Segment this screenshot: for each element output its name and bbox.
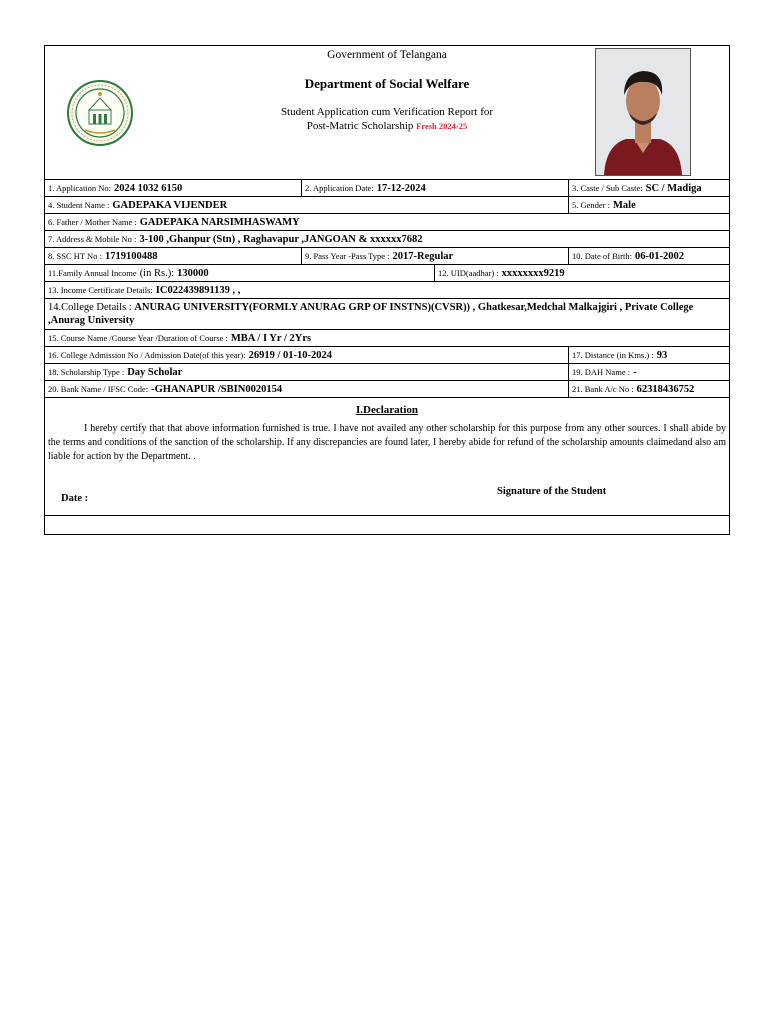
declaration-text: I hereby certify that that above information furnished is true. I have not availed any other scholarship for this purpose from any other sources. I shall abide by the terms and conditions of the sanction of the scholarship. If any discrepancies are found later, I hereby abide for refund of the scholarship amounts claimedand also am liable for action by the Department. . [48, 423, 726, 462]
form-footer [45, 516, 729, 534]
course-cell [45, 330, 729, 346]
row-bank [45, 381, 729, 398]
application-no-cell [45, 180, 301, 196]
pass-year-cell [301, 248, 568, 264]
dob-value: 06-01-2002 [634, 250, 684, 262]
row-college [45, 299, 729, 330]
ssc-ht-label: 8. SSC HT No : [48, 250, 102, 261]
bank-ac-cell [568, 381, 729, 397]
address-label: 7. Address & Mobile No : [48, 233, 137, 244]
bank-ac-value: 62318436752 [636, 383, 695, 395]
declaration-section [45, 398, 729, 516]
income-cell [45, 265, 434, 281]
ssc-ht-cell [45, 248, 301, 264]
row-ssc [45, 248, 729, 265]
dob-label: 10. Date of Birth: [572, 250, 632, 261]
caste-label: 3. Caste / Sub Caste: [572, 182, 643, 193]
parent-name-value: GADEPAKA NARSIMHASWAMY [139, 216, 300, 228]
income-cert-cell [45, 282, 729, 298]
bank-name-label: 20. Bank Name / IFSC Code: [48, 383, 149, 394]
gender-cell [568, 197, 729, 213]
uid-label: 12. UID(aadhar) : [438, 267, 499, 278]
student-name-cell [45, 197, 568, 213]
college-cell [45, 299, 729, 329]
income-label: 11.Family Annual Income [48, 267, 137, 278]
dah-name-value: - [633, 366, 637, 378]
dah-name-label: 19. DAH Name : [572, 366, 631, 377]
report-header [45, 46, 729, 180]
scholarship-name: Post-Matric Scholarship [306, 120, 414, 132]
parent-name-label: 6. Father / Mother Name : [48, 216, 137, 227]
caste-value: SC / Madiga [645, 182, 702, 194]
report-title-line1: Student Application cum Verification Report for [280, 106, 494, 118]
student-name-value: GADEPAKA VIJENDER [112, 199, 228, 211]
bank-name-cell [45, 381, 568, 397]
parent-name-cell [45, 214, 729, 230]
application-report-form [44, 45, 730, 535]
government-title: Government of Telangana [327, 49, 447, 61]
scholarship-type-cell [45, 364, 568, 380]
row-income-cert [45, 282, 729, 299]
distance-label: 17. Distance (in Kms.) : [572, 349, 654, 360]
college-value: ANURAG UNIVERSITY(FORMLY ANURAG GRP OF INSTNS)(CVSR)) , Ghatkesar,Medchal Malkajgiri , Private College ,Anurag University [48, 302, 694, 326]
scholarship-type-value: Day Scholar [127, 366, 183, 378]
income-cert-label: 13. Income Certificate Details: [48, 284, 153, 295]
distance-cell [568, 347, 729, 363]
row-scholarship-type [45, 364, 729, 381]
student-photo-image [596, 49, 690, 175]
uid-cell [434, 265, 729, 281]
student-photo [595, 48, 691, 176]
address-value: 3-100 ,Ghanpur (Stn) , Raghavapur ,JANGOAN & xxxxxx7682 [139, 233, 423, 245]
bank-ac-label: 21. Bank A/c No : [572, 383, 634, 394]
declaration-title: I.Declaration [355, 404, 418, 416]
address-cell [45, 231, 729, 247]
application-no-label: 1. Application No: [48, 182, 112, 193]
scholarship-type-label: 18. Scholarship Type : [48, 366, 125, 377]
pass-year-label: 9. Pass Year -Pass Type : [305, 250, 390, 261]
gender-value: Male [613, 199, 636, 211]
row-parent-name [45, 214, 729, 231]
course-value: MBA / I Yr / 2Yrs [230, 332, 312, 344]
row-course [45, 330, 729, 347]
admission-label: 16. College Admission No / Admission Date(of this year): [48, 349, 246, 360]
application-date-cell [301, 180, 568, 196]
dah-name-cell [568, 364, 729, 380]
row-income [45, 265, 729, 282]
date-label: Date : [61, 493, 89, 504]
fresh-tag: Fresh 2024-25 [416, 121, 468, 131]
signature-label: Signature of the Student [497, 486, 607, 497]
admission-value: 26919 / 01-10-2024 [248, 349, 333, 361]
caste-cell [568, 180, 729, 196]
pass-year-value: 2017-Regular [392, 250, 454, 262]
department-title: Department of Social Welfare [304, 76, 470, 91]
application-date-value: 17-12-2024 [376, 182, 426, 194]
row-admission [45, 347, 729, 364]
row-address [45, 231, 729, 248]
course-label: 15. Course Name /Course Year /Duration of Course : [48, 332, 228, 343]
ssc-ht-value: 1719100488 [104, 250, 158, 262]
college-label: 14.College Details : [48, 302, 132, 313]
gender-label: 5. Gender : [572, 199, 611, 210]
row-application [45, 180, 729, 197]
admission-cell [45, 347, 568, 363]
income-cert-value: IC022439891139 , , [155, 284, 241, 296]
bank-name-value: -GHANAPUR /SBIN0020154 [151, 383, 283, 395]
application-no-value: 2024 1032 6150 [114, 182, 183, 194]
application-date-label: 2. Application Date: [305, 182, 374, 193]
income-label-rs: (in Rs.): [139, 267, 175, 279]
income-value: 130000 [177, 267, 209, 279]
uid-value: xxxxxxxx9219 [501, 267, 565, 279]
dob-cell [568, 248, 729, 264]
distance-value: 93 [656, 349, 668, 361]
row-student-name [45, 197, 729, 214]
student-name-label: 4. Student Name : [48, 199, 110, 210]
